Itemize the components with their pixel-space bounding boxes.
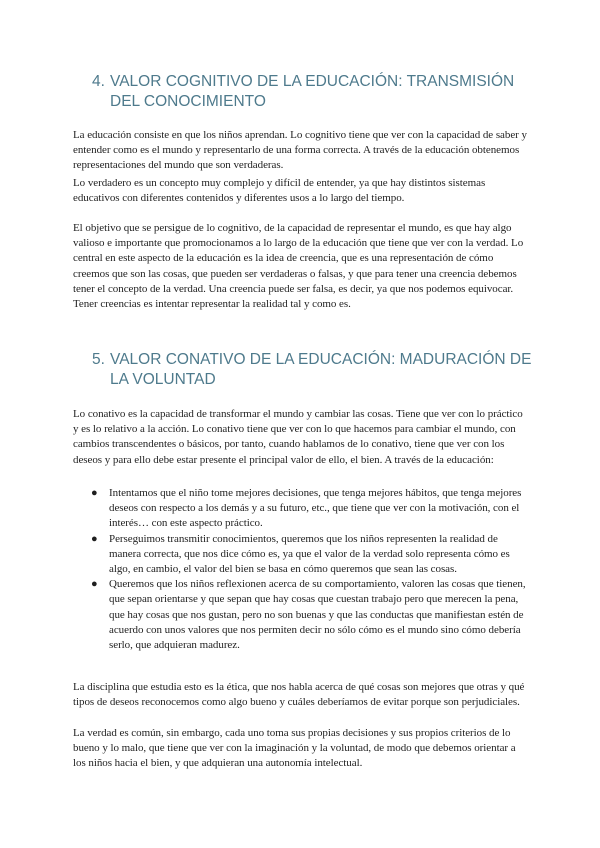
section-4-number: 4.	[92, 73, 105, 90]
section-5-title-line1: VALOR CONATIVO DE LA EDUCACIÓN: MADURACIÓN DE	[110, 351, 532, 368]
section-5-bullet-list	[73, 486, 528, 653]
section-4-heading	[92, 72, 532, 112]
list-item	[73, 577, 528, 653]
list-item-text: Intentamos que el niño tome mejores decisiones, que tenga mejores hábitos, que tenga mejores deseos con respecto a los demás y a su futuro, etc., que tiene que ver con la motivación, con el interés… con este aspecto práctico.	[109, 487, 522, 530]
section-5-number: 5.	[92, 351, 105, 368]
section-5-title-line2: LA VOLUNTAD	[110, 371, 216, 388]
list-item	[73, 486, 528, 532]
section-4-paragraph-1: La educación consiste en que los niños aprendan. Lo cognitivo tiene que ver con la capacidad de saber y entender como es el mundo y representarlo de una forma correcta. A través de la educación obtenemos representaciones del mundo que son verdaderas.	[73, 129, 527, 172]
section-4-paragraph-2: Lo verdadero es un concepto muy complejo y difícil de entender, ya que hay distintos sistemas educativos con diferentes contenidos y diferentes usos a lo largo del tiempo.	[73, 177, 486, 205]
list-item-text: Queremos que los niños reflexionen acerca de su comportamiento, valoren las cosas que tienen, que sepan orientarse y que sepan que hay cosas que cuestan trabajo pero que merecen la pena, que hay cosas que nos gustan, pero no son buenas y que las conductas que manifiestan estén de acuerdo con unos valores que nos permiten decir no sólo cómo es el mundo sino cómo debería serlo, que adquieran madurez.	[109, 578, 526, 652]
section-5-paragraph-2: La disciplina que estudia esto es la ética, que nos habla acerca de qué cosas son mejores que otras y qué tipos de deseos reconocemos como algo bueno y cuáles deberíamos de evitar porque son perjudiciales.	[73, 681, 525, 709]
section-4-title-line2: DEL CONOCIMIENTO	[110, 93, 266, 110]
list-item	[73, 532, 528, 578]
section-5-paragraph-3: La verdad es común, sin embargo, cada uno toma sus propias decisiones y sus propios criterios de lo bueno y lo malo, que tiene que ver con la imaginación y la voluntad, de modo que debemos orientar a los niños hacia el bien, y que adquieran una autonomía intelectual.	[73, 727, 516, 770]
list-item-text: Perseguimos transmitir conocimientos, queremos que los niños representen la realidad de manera correcta, que nos dice cómo es, ya que el valor de la verdad solo representa cómo es algo, en cambio, el valor del bien se basa en cómo queremos que sean las cosas.	[109, 532, 510, 576]
section-4-title-line1: VALOR COGNITIVO DE LA EDUCACIÓN: TRANSMISIÓN	[110, 73, 515, 90]
section-5-heading	[92, 350, 532, 390]
bullet-icon: ●	[91, 578, 98, 591]
section-5-paragraph-1: Lo conativo es la capacidad de transformar el mundo y cambiar las cosas. Tiene que ver con lo práctico y es lo relativo a la acción. Lo conativo tiene que ver con lo que hacemos para cambiar el mundo, con cambios transcendentes o básicos, por tanto, cuando hablamos de lo conativo, tiene que ver con los deseos y para ello debe estar presente el principal valor de ello, el bien. A través de la educación:	[73, 408, 523, 466]
bullet-icon: ●	[91, 487, 98, 499]
bullet-icon: ●	[91, 532, 98, 545]
section-4-paragraph-3: El objetivo que se persigue de lo cognitivo, de la capacidad de representar el mundo, es que hay algo valioso e importante que promocionamos a lo largo de la educación que tiene que ver con la verdad. Lo central en este aspecto de la educación es la idea de creencia, que es una representación de cómo creemos que son las cosas, que pueden ser verdaderas o falsas, y que para tener una creencia debemos tener el concepto de la verdad. Una creencia puede ser falsa, es decir, ya que nos podemos equivocar. Tener creencias es intentar representar la realidad tal y como es.	[73, 222, 524, 311]
